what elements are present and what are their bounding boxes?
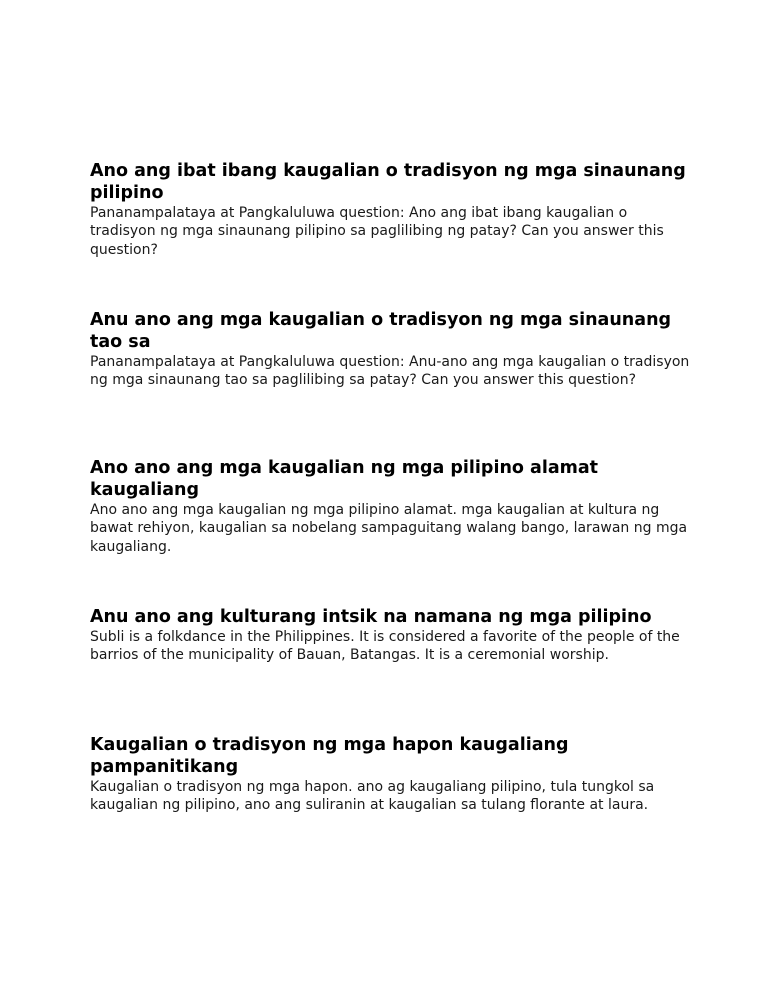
article-snippet: Kaugalian o tradisyon ng mga hapon. ano ag kaugaliang pilipino, tula tungkol sa kaugalian ng pilipino, ano ang suliranin at kaugalian sa tulang florante at laura. [90, 779, 655, 814]
article-entry [90, 457, 690, 556]
article-entry [90, 734, 690, 815]
article-title[interactable]: Ano ang ibat ibang kaugalian o tradisyon ng mga sinaunang pilipino [90, 161, 686, 203]
article-entry [90, 606, 690, 665]
article-entry [90, 309, 690, 390]
article-title[interactable]: Anu ano ang mga kaugalian o tradisyon ng mga sinaunang tao sa [90, 310, 672, 352]
article-snippet: Pananampalataya at Pangkaluluwa question: Ano ang ibat ibang kaugalian o tradisyon ng mga sinaunang pilipino sa paglilibing ng patay? Can you answer this question? [90, 205, 664, 258]
article-title[interactable]: Kaugalian o tradisyon ng mga hapon kaugaliang pampanitikang [90, 735, 569, 777]
article-entry [90, 160, 690, 259]
article-title[interactable]: Ano ano ang mga kaugalian ng mga pilipino alamat kaugaliang [90, 458, 599, 500]
article-snippet: Subli is a folkdance in the Philippines. It is considered a favorite of the people of the barrios of the municipality of Bauan, Batangas. It is a ceremonial worship. [90, 629, 680, 664]
article-snippet: Pananampalataya at Pangkaluluwa question: Anu-ano ang mga kaugalian o tradisyon ng mga sinaunang tao sa paglilibing sa patay? Can you answer this question? [90, 354, 690, 389]
article-snippet: Ano ano ang mga kaugalian ng mga pilipino alamat. mga kaugalian at kultura ng bawat rehiyon, kaugalian sa nobelang sampaguitang walang bango, larawan ng mga kaugaliang. [90, 502, 688, 555]
article-title[interactable]: Anu ano ang kulturang intsik na namana ng mga pilipino [90, 607, 652, 627]
